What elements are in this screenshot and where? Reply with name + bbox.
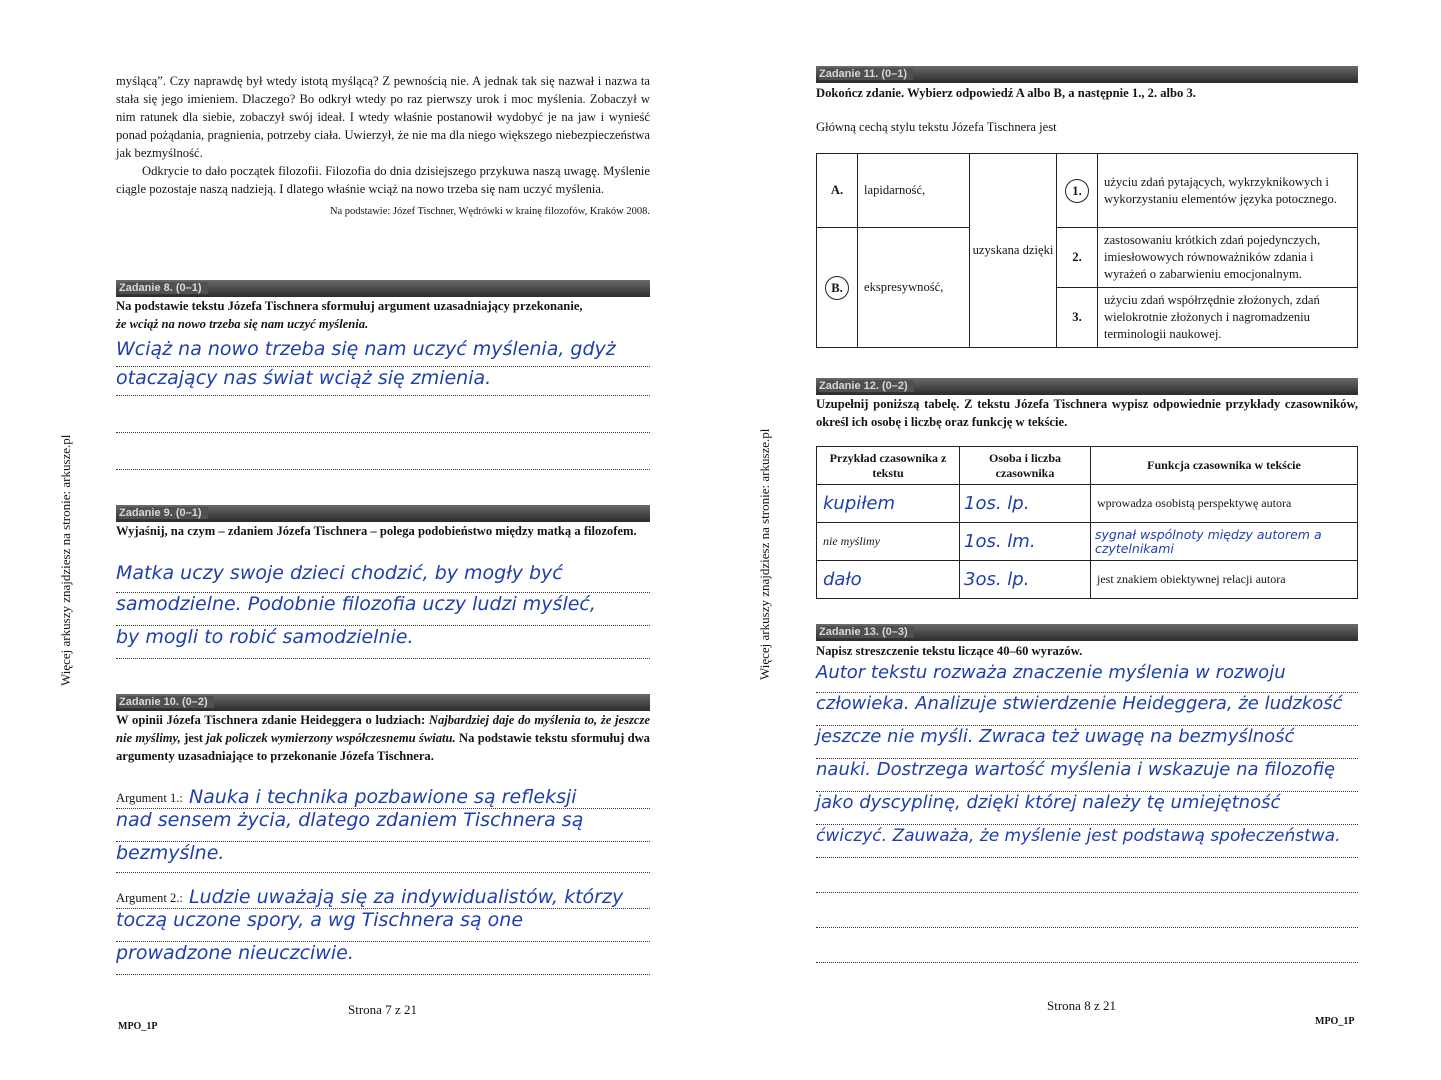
option-b-letter[interactable]: B. <box>817 228 858 348</box>
option-a-letter[interactable]: A. <box>817 154 858 228</box>
answer-line: toczą uczone spory, a wg Tischnera są one <box>116 909 650 942</box>
option-3-text[interactable]: użyciu zdań współrzędnie złożonych, zdań wielokrotnie złożonych i nagromadzeniu terminologii naukowej. <box>1098 288 1358 348</box>
answer-line: by mogli to robić samodzielnie. <box>116 626 650 659</box>
passage-paragraph-2: Odkrycie to dało początek filozofii. Filozofia do dnia dzisiejszego przykuwa naszą uwagę. Myślenie ciągle pozostaje naszą nadzieją. I dlatego właśnie wciąż na nowo trzeba się nam uczyć myślenia. <box>116 164 650 196</box>
answer-line: prowadzone nieuczciwie. <box>116 942 650 975</box>
task10-header: Zadanie 10. (0–2) <box>116 694 650 711</box>
col-header-function: Funkcja czasownika w tekście <box>1091 447 1358 485</box>
option-2-text[interactable]: zastosowaniu krótkich zdań pojedynczych, imiesłowowych równoważników zdania i wyrażeń o zabarwieniu emocjonalnym. <box>1098 228 1358 288</box>
table-row <box>817 561 1358 599</box>
task9-instruction: Wyjaśnij, na czym – zdaniem Józefa Tischnera – polega podobieństwo między matką a filozofem. <box>116 524 637 538</box>
task10-argument-2[interactable] <box>116 878 650 975</box>
side-watermark-left: Więcej arkuszy znajdziesz na stronie: arkusze.pl <box>58 434 73 686</box>
answer-line <box>816 858 1358 893</box>
col-header-person: Osoba i liczba czasownika <box>960 447 1091 485</box>
left-page <box>0 0 720 1080</box>
answer-line: Wciąż na nowo trzeba się nam uczyć myślenia, gdyż <box>116 338 650 367</box>
task8-instruction: Na podstawie tekstu Józefa Tischnera sformułuj argument uzasadniający przekonanie, że wciąż na nowo trzeba się nam uczyć myślenia. <box>116 299 583 331</box>
passage-source: Na podstawie: Józef Tischner, Wędrówki w krainę filozofów, Kraków 2008. <box>329 206 650 217</box>
task13-answer[interactable] <box>816 662 1358 963</box>
task11-header: Zadanie 11. (0–1) <box>816 66 1358 83</box>
option-2-number[interactable]: 2. <box>1057 228 1098 288</box>
answer-line <box>116 433 650 470</box>
option-b-text[interactable]: ekspresywność, <box>858 228 970 348</box>
answer-line: człowieka. Analizuje stwierdzenie Heideggera, że ludzkość <box>816 693 1358 726</box>
table-row <box>817 523 1358 561</box>
task10-instruction: W opinii Józefa Tischnera zdanie Heideggera o ludziach: Najbardziej daje do myślenia to, że jeszcze nie myślimy, jest jak policzek wymierzony współczesnemu światu. Na podstawie tekstu sformułuj dwa argumenty uzasadniające to przekonanie Józefa Tischnera. <box>116 713 650 763</box>
task8-answer[interactable] <box>116 338 650 470</box>
answer-line: bezmyślne. <box>116 842 650 873</box>
passage-paragraph-1: myślącą”. Czy naprawdę był wtedy istotą myślącą? Z pewnością nie. A jednak tak się nazwał i nazwa ta stała się jego imieniem. Dlaczego? Bo odkrył wtedy po raz pierwszy urok i moc myślenia. Zobaczył w nim ratunek dla siebie, zobaczył swój ideał. I wtedy właśnie postanowił wydobyć je na jaw i wynieść ponad pożądania, pragnienia, potrzeby ciała. Uwierzył, że nie ma dla niego większego niebezpieczeństwa jak bezmyślność. <box>116 74 650 160</box>
cell-function[interactable]: sygnał wspólnoty między autorem a czytelnikami <box>1091 523 1358 561</box>
option-a-text[interactable]: lapidarność, <box>858 154 970 228</box>
option-1-text[interactable]: użyciu zdań pytających, wykrzyknikowych i wykorzystaniu elementów języka potocznego. <box>1098 154 1358 228</box>
answer-line: jeszcze nie myśli. Zwraca też uwagę na bezmyślność <box>816 726 1358 759</box>
cell-person[interactable]: 1os. lm. <box>960 523 1091 561</box>
task11-table <box>816 153 1358 348</box>
page-number-left: Strona 7 z 21 <box>348 1002 417 1017</box>
answer-line: Ludzie uważają się za indywidualistów, którzy <box>188 886 624 908</box>
task13-instruction: Napisz streszczenie tekstu liczące 40–60 wyrazów. <box>816 644 1083 658</box>
exam-code-right: MPO_1P <box>1315 1016 1355 1027</box>
answer-line: Matka uczy swoje dzieci chodzić, by mogły być <box>116 562 650 593</box>
answer-line: nauki. Dostrzega wartość myślenia i wskazuje na filozofię <box>816 759 1358 792</box>
answer-line: Autor tekstu rozważa znaczenie myślenia w rozwoju <box>816 662 1358 693</box>
task12-header: Zadanie 12. (0–2) <box>816 378 1358 395</box>
task9-header: Zadanie 9. (0–1) <box>116 505 650 522</box>
answer-line: samodzielne. Podobnie filozofia uczy ludzi myśleć, <box>116 593 650 626</box>
task12-instruction: Uzupełnij poniższą tabelę. Z tekstu Józefa Tischnera wypisz odpowiednie przykłady czasowników, określ ich osobę i liczbę oraz funkcję w tekście. <box>816 397 1358 429</box>
cell-verb[interactable]: dało <box>817 561 960 599</box>
cell-person[interactable]: 3os. lp. <box>960 561 1091 599</box>
argument-1-label: Argument 1.: <box>116 791 183 805</box>
answer-line: otaczający nas świat wciąż się zmienia. <box>116 367 650 396</box>
cell-person[interactable]: 1os. lp. <box>960 485 1091 523</box>
exam-code-left: MPO_1P <box>118 1021 158 1032</box>
task11-stem: Główną cechą stylu tekstu Józefa Tischnera jest <box>816 120 1057 134</box>
cell-function: jest znakiem obiektywnej relacji autora <box>1091 561 1358 599</box>
answer-line <box>816 928 1358 963</box>
answer-line <box>116 396 650 433</box>
cell-verb: nie myślimy <box>817 523 960 561</box>
task12-table <box>816 446 1358 599</box>
answer-line: jako dyscyplinę, dzięki której należy tę umiejętność <box>816 792 1358 825</box>
task8-header: Zadanie 8. (0–1) <box>116 280 650 297</box>
table-row <box>817 485 1358 523</box>
answer-line: nad sensem życia, dlatego zdaniem Tischnera są <box>116 809 650 842</box>
answer-line <box>816 893 1358 928</box>
answer-line: ćwiczyć. Zauważa, że myślenie jest podstawą społeczeństwa. <box>816 825 1358 858</box>
right-page <box>721 0 1441 1080</box>
page-number-right: Strona 8 z 21 <box>1047 998 1116 1013</box>
passage <box>116 72 650 217</box>
task11-instruction: Dokończ zdanie. Wybierz odpowiedź A albo B, a następnie 1., 2. albo 3. <box>816 86 1196 100</box>
task10-argument-1[interactable] <box>116 778 650 873</box>
argument-2-label: Argument 2.: <box>116 891 183 905</box>
option-3-number[interactable]: 3. <box>1057 288 1098 348</box>
col-header-verb: Przykład czasownika z tekstu <box>817 447 960 485</box>
task9-answer[interactable] <box>116 562 650 659</box>
task11-middle: uzyskana dzięki <box>970 154 1057 348</box>
side-watermark-right: Więcej arkuszy znajdziesz na stronie: arkusze.pl <box>757 428 772 680</box>
answer-line: Nauka i technika pozbawione są refleksji <box>188 786 577 808</box>
task13-header: Zadanie 13. (0–3) <box>816 624 1358 641</box>
cell-function: wprowadza osobistą perspektywę autora <box>1091 485 1358 523</box>
cell-verb[interactable]: kupiłem <box>817 485 960 523</box>
option-1-number[interactable]: 1. <box>1057 154 1098 228</box>
